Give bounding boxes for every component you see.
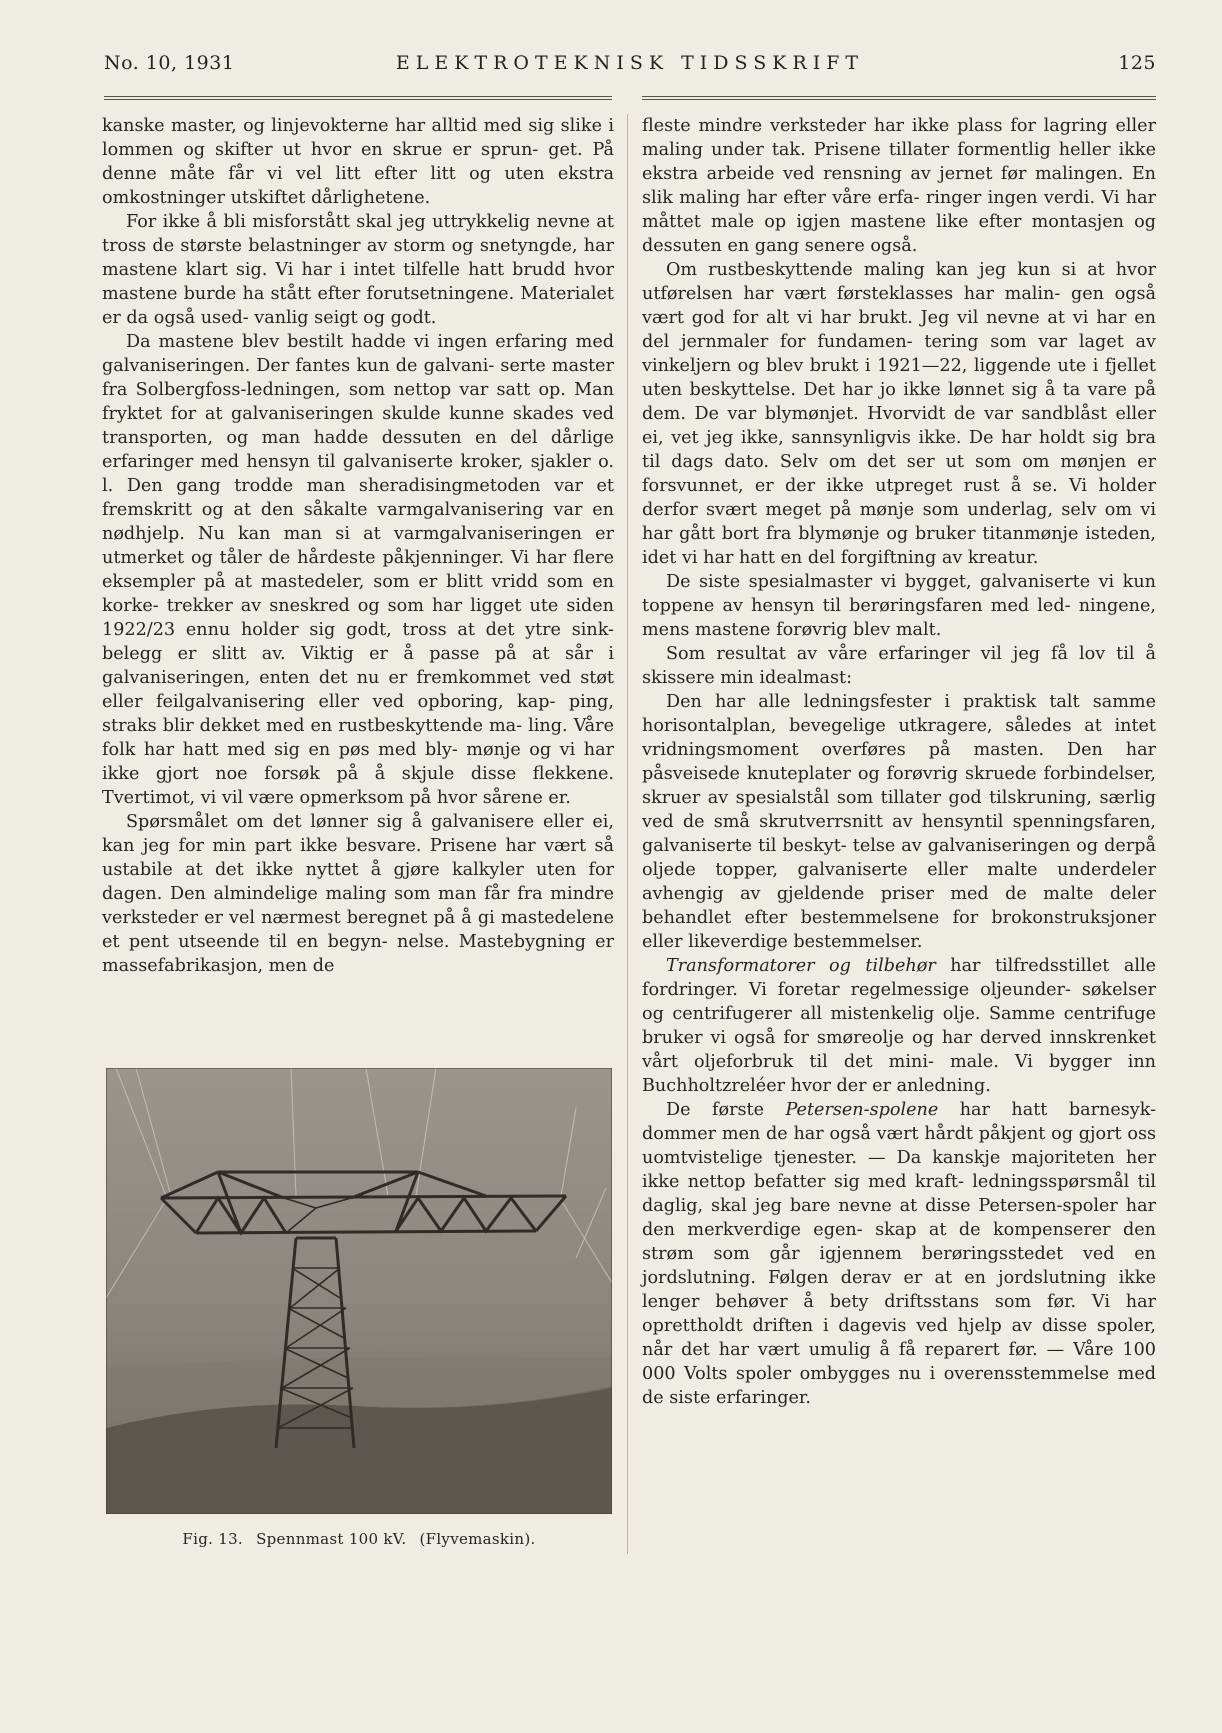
paragraph: fleste mindre verksteder har ikke plass for lagring eller maling under tak. Prisene tillater formentlig heller ikke ekstra arbeide ved rensning av jernet før malingen. En slik maling har efter våre erfa- ringer ingen verdi. Vi har måttet male op igjen mastene like efter montasjen og dessuten en gang senere også. [642,116,1156,256]
paragraph: Som resultat av våre erfaringer vil jeg få lov til å skissere min idealmast: [642,644,1156,688]
figure-title: Spennmast 100 kV. [256,1530,407,1548]
figure-caption [104,1530,614,1548]
paragraph: Om rustbeskyttende maling kan jeg kun si at hvor utførelsen har vært førsteklasses har malin- gen også vært god for alt vi har brukt. Jeg vil nevne at vi har en del jernmaler for fundamen- tering som var laget av vinkeljern og blev brukt i 1921—22, liggende ute i fjellet uten beskyttelse. Det har jo ikke lønnet sig å ta vare på dem. De var blymønjet. Hvorvidt de var sandblåst eller ei, vet jeg ikke, sannsynligvis ikke. De har holdt sig bra til dags dato. Selv om det ser ut som om mønjen er forsvunnet, er der ikke utpreget rust å se. Vi holder derfor svært meget på mønje som underlag, selv om vi har gått bort fra blymønje og bruker titanmønje isteden, idet vi har hatt en del forgiftning av kreatur. [642,260,1156,568]
paragraph: Da mastene blev bestilt hadde vi ingen erfaring med galvaniseringen. Der fantes kun de galvani- serte master fra Solbergfoss-ledningen, som nettop var satt op. Man fryktet for at galvaniseringen skulde kunne skades ved transporten, og man hadde dessuten en del dårlige erfaringer med hensyn til galvaniserte kroker, sjakler o. l. Den gang trodde man sheradisingmetoden var et fremskritt og at den såkalte varmgalvanisering var en nødhjelp. Nu kan man si at varmgalvaniseringen er utmerket og tåler de hårdeste påkjenninger. Vi har flere eksempler på at mastedeler, som er blitt vridd som en korke- trekker av sneskred og som har ligget ute siden 1922/23 ennu holder sig godt, tross at det ytre sink- belegg er slitt av. Viktig er å passe på at sår i galvaniseringen, enten det nu er fremkommet ved støt eller feilgalvanisering eller ved opboring, kap- ping, straks blir dekket med en rustbeskyttende ma- ling. Våre folk har hatt med sig en pøs med bly- mønje og vi har ikke gjort noe forsøk på å skjule disse flekkene. Tvertimot, vi vil være opmerksom på hvor sårene er. [102,332,614,808]
paragraph: kanske master, og linjevokterne har alltid med sig slike i lommen og skifter ut hvor en skrue er sprun- get. På denne måte får vi vel litt efter litt og uten ekstra omkostninger utskiftet dårlighetene. [102,116,614,208]
figure-credit: (Flyvemaskin). [419,1530,536,1548]
paragraph: Spørsmålet om det lønner sig å galvanisere eller ei, kan jeg for min part ikke besvare. Prisene har vært så ustabile at det ikke nyttet å gjøre kalkyler uten for dagen. Den almindelige maling som man får fra mindre verksteder er vel nærmest beregnet på å gi mastedelene et pent utseende til en begyn- nelse. Mastebygning er massefabrikasjon, men de [102,812,614,976]
paragraph: For ikke å bli misforstått skal jeg uttrykkelig nevne at tross de største belastninger av storm og snetyngde, har mastene klart sig. Vi har i intet tilfelle hatt brudd hvor mastene burde ha stått efter forutsetningene. Materialet er da også used- vanlig seigt og godt. [102,212,614,328]
journal-title: ELEKTROTEKNISK TIDSSKRIFT [395,52,865,74]
paragraph: Transformatorer og tilbehør har tilfredsstillet alle fordringer. Vi foretar regelmessige oljeunder- søkelser og centrifugerer all mistenkelig olje. Samme centrifuge bruker vi også for smøreolje og har derved innskrenket vårt oljeforbruk til det mini- male. Vi bygger inn Buchholtzreléer hvor der er anledning. [642,956,1157,1096]
right-column [642,114,1156,1410]
paragraph: Den har alle ledningsfester i praktisk talt samme horisontalplan, bevegelige utkragere, således at intet vridningsmoment overføres på masten. Den har påsveisede knuteplater og forøvrig skruede forbindelser, skruer av spesialstål som tillater god tilskruning, særlig ved de små skrutverrsnitt av hensyntil spenningsfaren, galvaniserte til beskyt- telse av galvaniseringen og derpå oljede topper, galvaniserte eller malte underdeler avhengig av gjeldende priser med de malte deler behandlet efter bestemmelsene for brokonstruksjoner eller likeverdige bestemmelser. [642,692,1156,952]
pylon-photo [106,1068,612,1514]
figure-photo [106,1068,612,1514]
paragraph: De siste spesialmaster vi bygget, galvaniserte vi kun toppene av hensyn til berøringsfaren med led- ningene, mens mastene forøvrig blev malt. [642,572,1156,640]
section-term: Petersen-spolene [785,1100,939,1120]
header-rule-left [104,96,612,100]
header-rule-right [642,96,1156,100]
paragraph: De første Petersen-spolene har hatt barnesyk- dommer men de har også vært hårdt påkjent og gjort oss uomtvistelige tjenester. — Da kanskje majoriteten her ikke nettop befatter sig med kraft- ledningsspørsmål til daglig, skal jeg bare nevne at disse Petersen-spoler har den merkverdige egen- skap at de kompenserer den strøm som går igjennem berøringsstedet ved en jordslutning. Følgen derav er at en jordslutning ikke lenger behøver å bety driftsstans som før. Vi har oprettholdt driften i dagevis ved hjelp av disse spoler, når det har vært umulig å få reparert før. — Våre 100 000 Volts spoler ombygges nu i overensstemmelse med de siste erfaringer. [642,1100,1157,1408]
page-number: 125 [1118,52,1156,74]
left-column [102,114,614,978]
figure-label: Fig. 13. [182,1530,243,1548]
page-header [104,52,1156,84]
column-divider [627,114,628,1554]
issue-number: No. 10, 1931 [104,52,235,74]
section-term: Transformatorer og tilbehør [666,956,936,976]
